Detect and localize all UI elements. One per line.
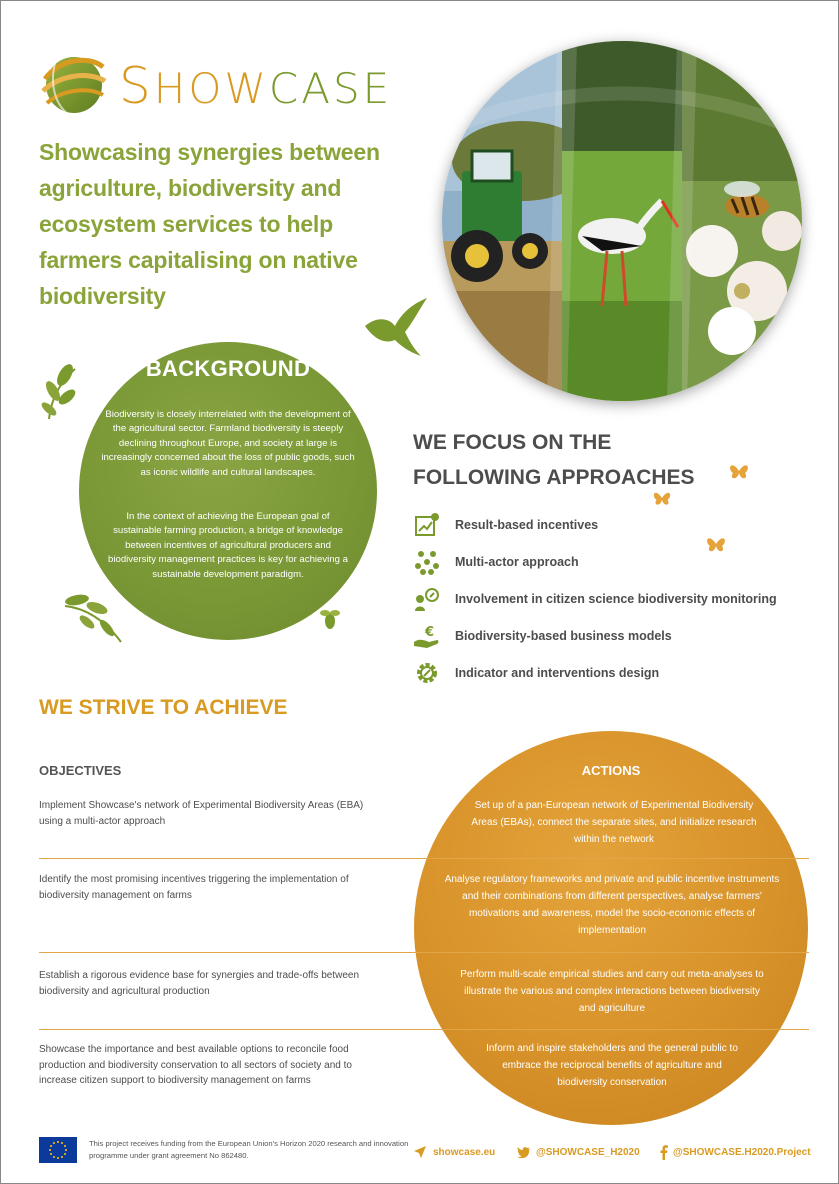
background-paragraph-2: In the context of achieving the European goal of sustainable farming production, a bridge of knowledge between incentives of agricultural producers and biodiversity management practices is key for achieving a sustainable development paradigm. <box>108 511 348 580</box>
objectives-heading: OBJECTIVES <box>39 763 122 778</box>
globe-logo-icon <box>39 49 109 119</box>
focus-item-label: Involvement in citizen science biodiversity monitoring <box>455 592 777 606</box>
focus-item <box>413 548 813 578</box>
focus-item <box>413 511 813 541</box>
citizen-search-icon <box>413 585 441 613</box>
background-circle <box>79 342 377 640</box>
row-divider <box>39 1029 809 1030</box>
butterfly-icon <box>727 459 751 483</box>
action-item: Analyse regulatory frameworks and private and public incentive instruments and their combinations from different perspectives, analyse farmers' motivations and awareness, model the socio-economic effects of implementation <box>444 874 780 936</box>
background-title: BACKGROUND <box>145 356 311 381</box>
focus-item-label: Biodiversity-based business models <box>455 629 672 643</box>
action-item: Perform multi-scale empirical studies and carry out meta-analyses to illustrate the various and complex interactions between biodiversity and agriculture <box>460 969 764 1014</box>
focus-item-label: Result-based incentives <box>455 518 599 532</box>
bird-icon <box>361 296 431 361</box>
action-item: Inform and inspire stakeholders and the general public to embrace the reciprocal benefits of agriculture and biodiversity conservation <box>486 1043 738 1088</box>
pointer-icon <box>413 1145 427 1159</box>
twitter-icon <box>517 1145 531 1159</box>
people-group-icon <box>413 548 441 576</box>
website-link[interactable]: showcase.eu <box>433 1147 496 1158</box>
twitter-link[interactable]: @SHOWCASE_H2020 <box>536 1147 640 1158</box>
action-item: Set up of a pan-European network of Experimental Biodiversity Areas (EBAs), connect the separate sites, and initialize research within the network <box>471 800 757 845</box>
bee-icon <box>319 605 341 631</box>
facebook-link[interactable]: @SHOWCASE.H2020.Project <box>673 1147 811 1158</box>
logo-how: HOW <box>153 64 269 113</box>
objective-item: Establish a rigorous evidence base for synergies and trade-offs between biodiversity and agricultural production <box>39 970 360 997</box>
headline: Showcasing synergies between agriculture, biodiversity and ecosystem services to help farmers capitalising on native biodiversity <box>39 139 380 309</box>
chart-up-icon <box>413 511 441 539</box>
eu-flag-icon <box>39 1137 77 1163</box>
objective-item: Identify the most promising incentives triggering the implementation of biodiversity management on farms <box>39 874 349 901</box>
focus-item <box>413 585 813 615</box>
focus-title: WE FOCUS ON THE FOLLOWING APPROACHES <box>413 431 695 489</box>
gear-icon <box>413 659 441 687</box>
euro-hand-icon <box>413 622 441 650</box>
logo-letter-s: S <box>119 57 154 115</box>
facebook-icon <box>659 1145 669 1160</box>
background-paragraph-1: Biodiversity is closely interrelated with the development of the agricultural sector. Farmland biodiversity is steeply declining throughout Europe, and society at large is increasingly concerned about the loss of public goods, such as iconic wildlife and cultural landscapes. <box>101 409 355 478</box>
logo-wordmark <box>119 57 392 115</box>
objective-item: Showcase the importance and best available options to reconcile food production and biodiversity conservation to all sectors of society and to increase citizen support to biodiversity management on farms <box>39 1044 352 1086</box>
focus-item <box>413 659 813 689</box>
funding-notice: This project receives funding from the European Union's Horizon 2020 research and innovation programme under grant agreement No 862480. <box>89 1139 409 1160</box>
strive-title: WE STRIVE TO ACHIEVE <box>39 696 288 719</box>
focus-item <box>413 622 813 652</box>
hero-photo-illustration <box>442 41 802 401</box>
row-divider <box>39 952 809 953</box>
svg-text:€: € <box>425 625 435 640</box>
showcase-logo <box>39 49 393 119</box>
focus-item-label: Indicator and interventions design <box>455 666 660 680</box>
actions-heading: ACTIONS <box>581 763 641 778</box>
logo-case: CASE <box>268 64 393 113</box>
objective-item: Implement Showcase's network of Experimental Biodiversity Areas (EBA) using a multi-actor approach <box>39 800 364 827</box>
focus-item-label: Multi-actor approach <box>455 555 579 569</box>
row-divider <box>39 858 809 859</box>
hero-photo-circle <box>442 41 802 401</box>
